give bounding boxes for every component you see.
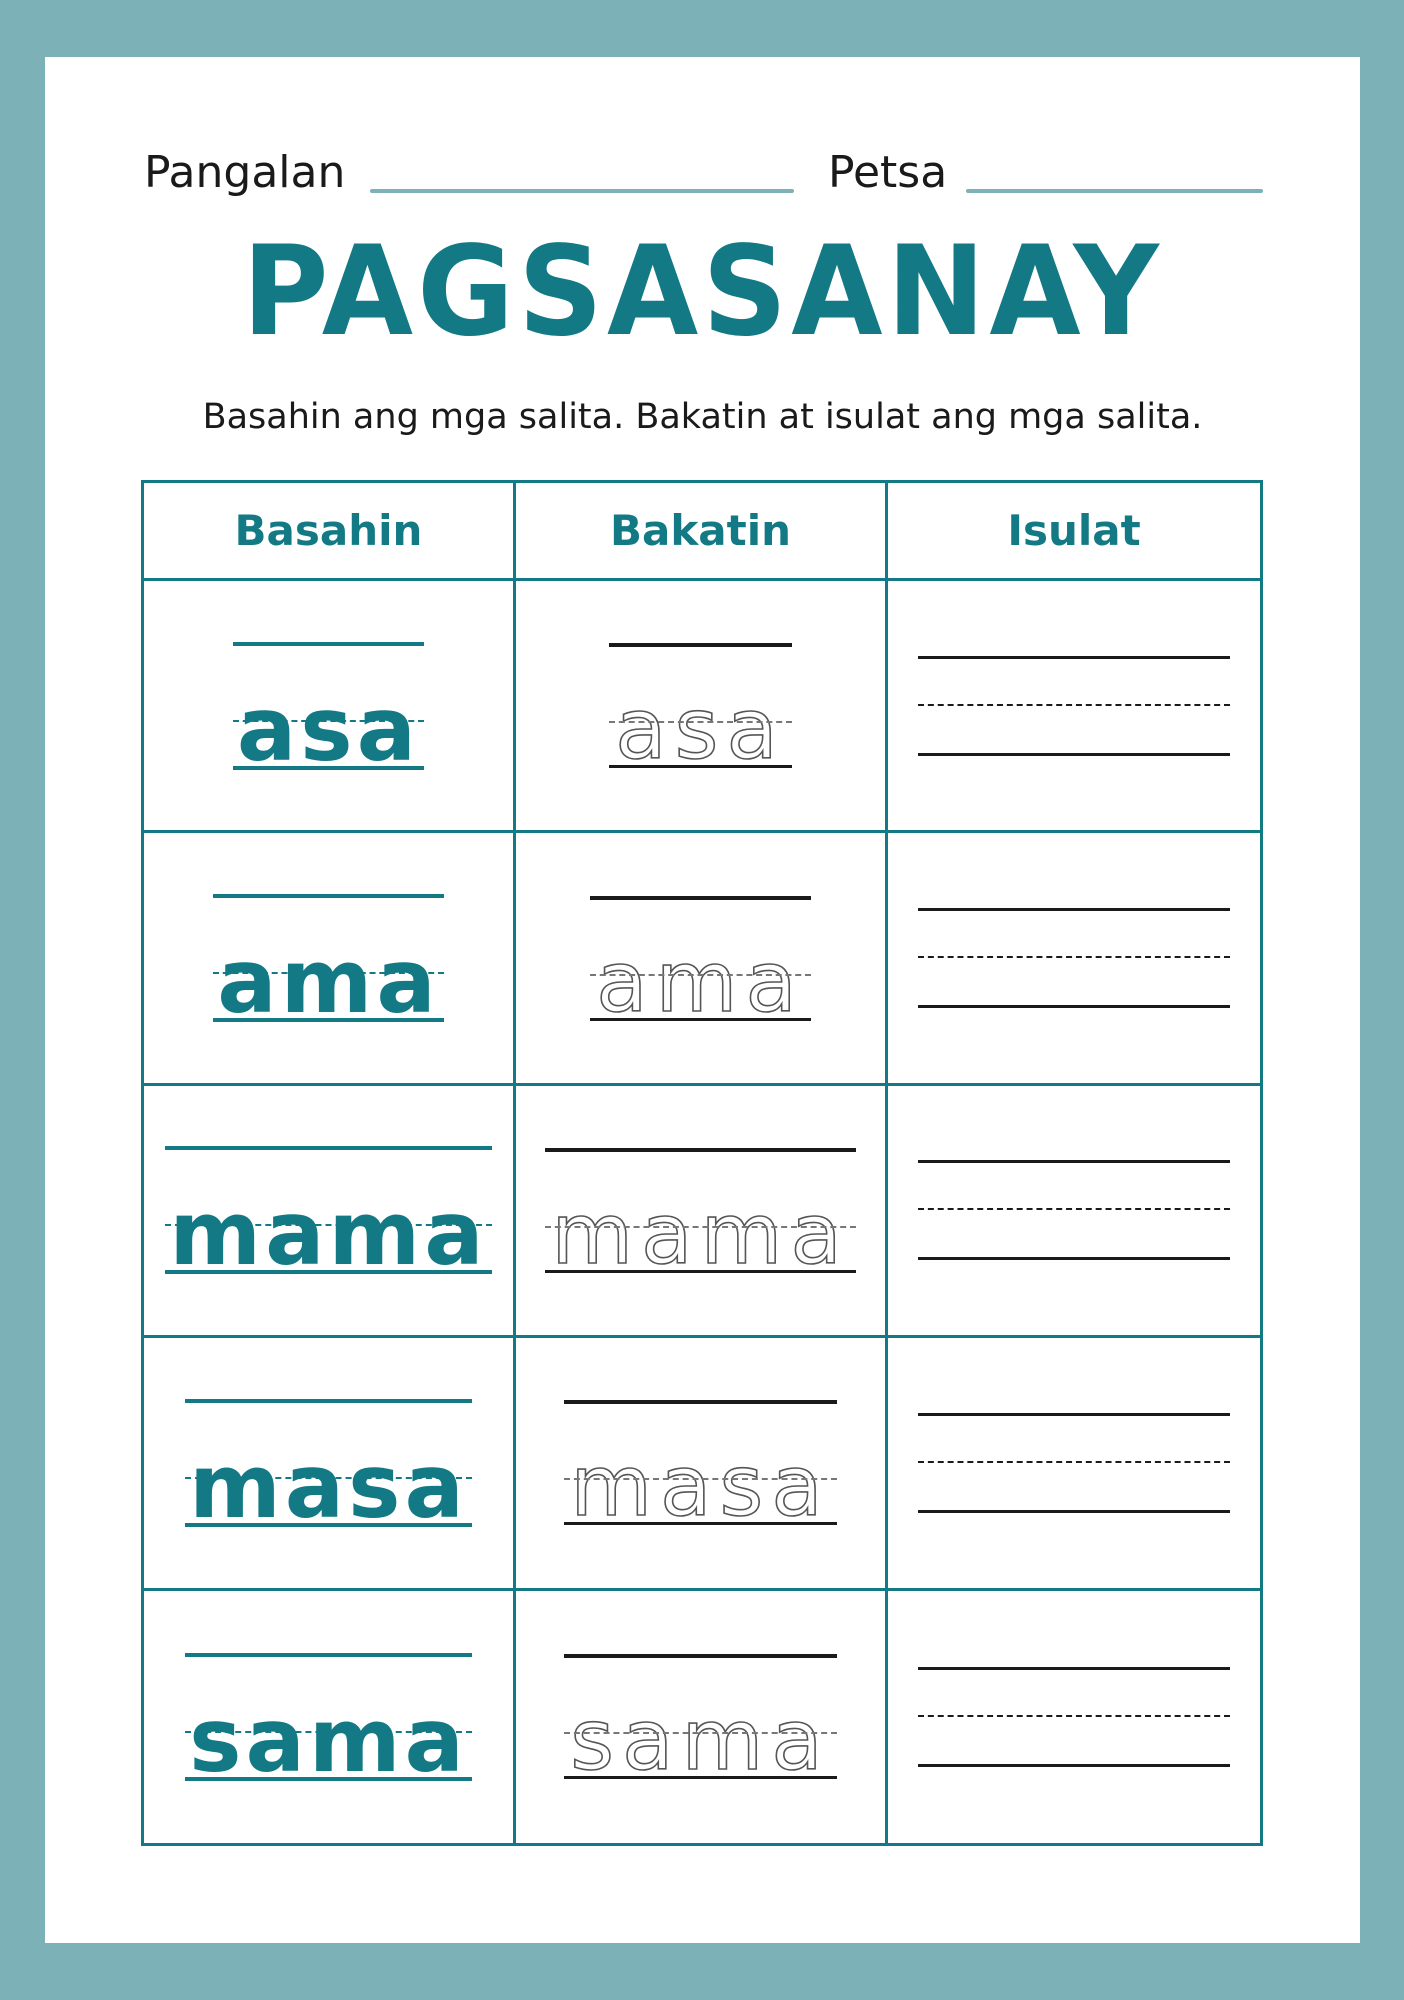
read-guideline [185, 1653, 472, 1792]
write-guideline[interactable] [918, 908, 1230, 1008]
practice-table [141, 480, 1263, 1846]
trace-word: asa [615, 680, 786, 779]
trace-cell[interactable] [516, 1591, 888, 1843]
trace-cell[interactable] [516, 1086, 888, 1338]
read-cell [144, 833, 516, 1085]
read-word: mama [169, 1182, 488, 1286]
trace-cell[interactable] [516, 1338, 888, 1590]
trace-guideline[interactable] [609, 643, 792, 779]
trace-guideline[interactable] [564, 1654, 837, 1790]
write-guideline[interactable] [918, 656, 1230, 756]
read-word: asa [236, 677, 421, 781]
write-cell[interactable] [888, 1338, 1260, 1590]
column-header-trace: Bakatin [516, 483, 888, 581]
trace-word: sama [570, 1691, 831, 1790]
write-cell[interactable] [888, 833, 1260, 1085]
read-cell [144, 1086, 516, 1338]
trace-guideline[interactable] [564, 1400, 837, 1536]
read-cell [144, 1591, 516, 1843]
write-guideline[interactable] [918, 1413, 1230, 1513]
read-cell [144, 581, 516, 833]
trace-guideline[interactable] [545, 1148, 856, 1283]
write-cell[interactable] [888, 1086, 1260, 1338]
read-word: masa [189, 1434, 468, 1538]
trace-word: mama [551, 1184, 850, 1283]
read-guideline [233, 642, 424, 781]
read-guideline [213, 894, 443, 1034]
instructions: Basahin ang mga salita. Bakatin at isulat ang mga salita. [202, 397, 1203, 437]
read-cell [144, 1338, 516, 1590]
trace-word: ama [596, 932, 805, 1031]
date-write-line[interactable] [966, 189, 1263, 193]
page-title: PAGSASANAY [242, 218, 1163, 364]
trace-word: masa [570, 1437, 831, 1536]
trace-guideline[interactable] [590, 896, 811, 1031]
write-cell[interactable] [888, 1591, 1260, 1843]
read-guideline [185, 1399, 472, 1538]
trace-cell[interactable] [516, 833, 888, 1085]
write-cell[interactable] [888, 581, 1260, 833]
trace-cell[interactable] [516, 581, 888, 833]
write-guideline[interactable] [918, 1160, 1230, 1260]
read-word: ama [217, 930, 440, 1034]
worksheet-page [45, 57, 1360, 1943]
read-word: sama [189, 1688, 468, 1792]
write-guideline[interactable] [918, 1667, 1230, 1767]
column-header-write: Isulat [888, 483, 1260, 581]
column-header-read: Basahin [144, 483, 516, 581]
read-guideline [165, 1146, 491, 1286]
name-label: Pangalan [144, 147, 346, 198]
name-write-line[interactable] [370, 189, 794, 193]
date-label: Petsa [828, 147, 948, 198]
